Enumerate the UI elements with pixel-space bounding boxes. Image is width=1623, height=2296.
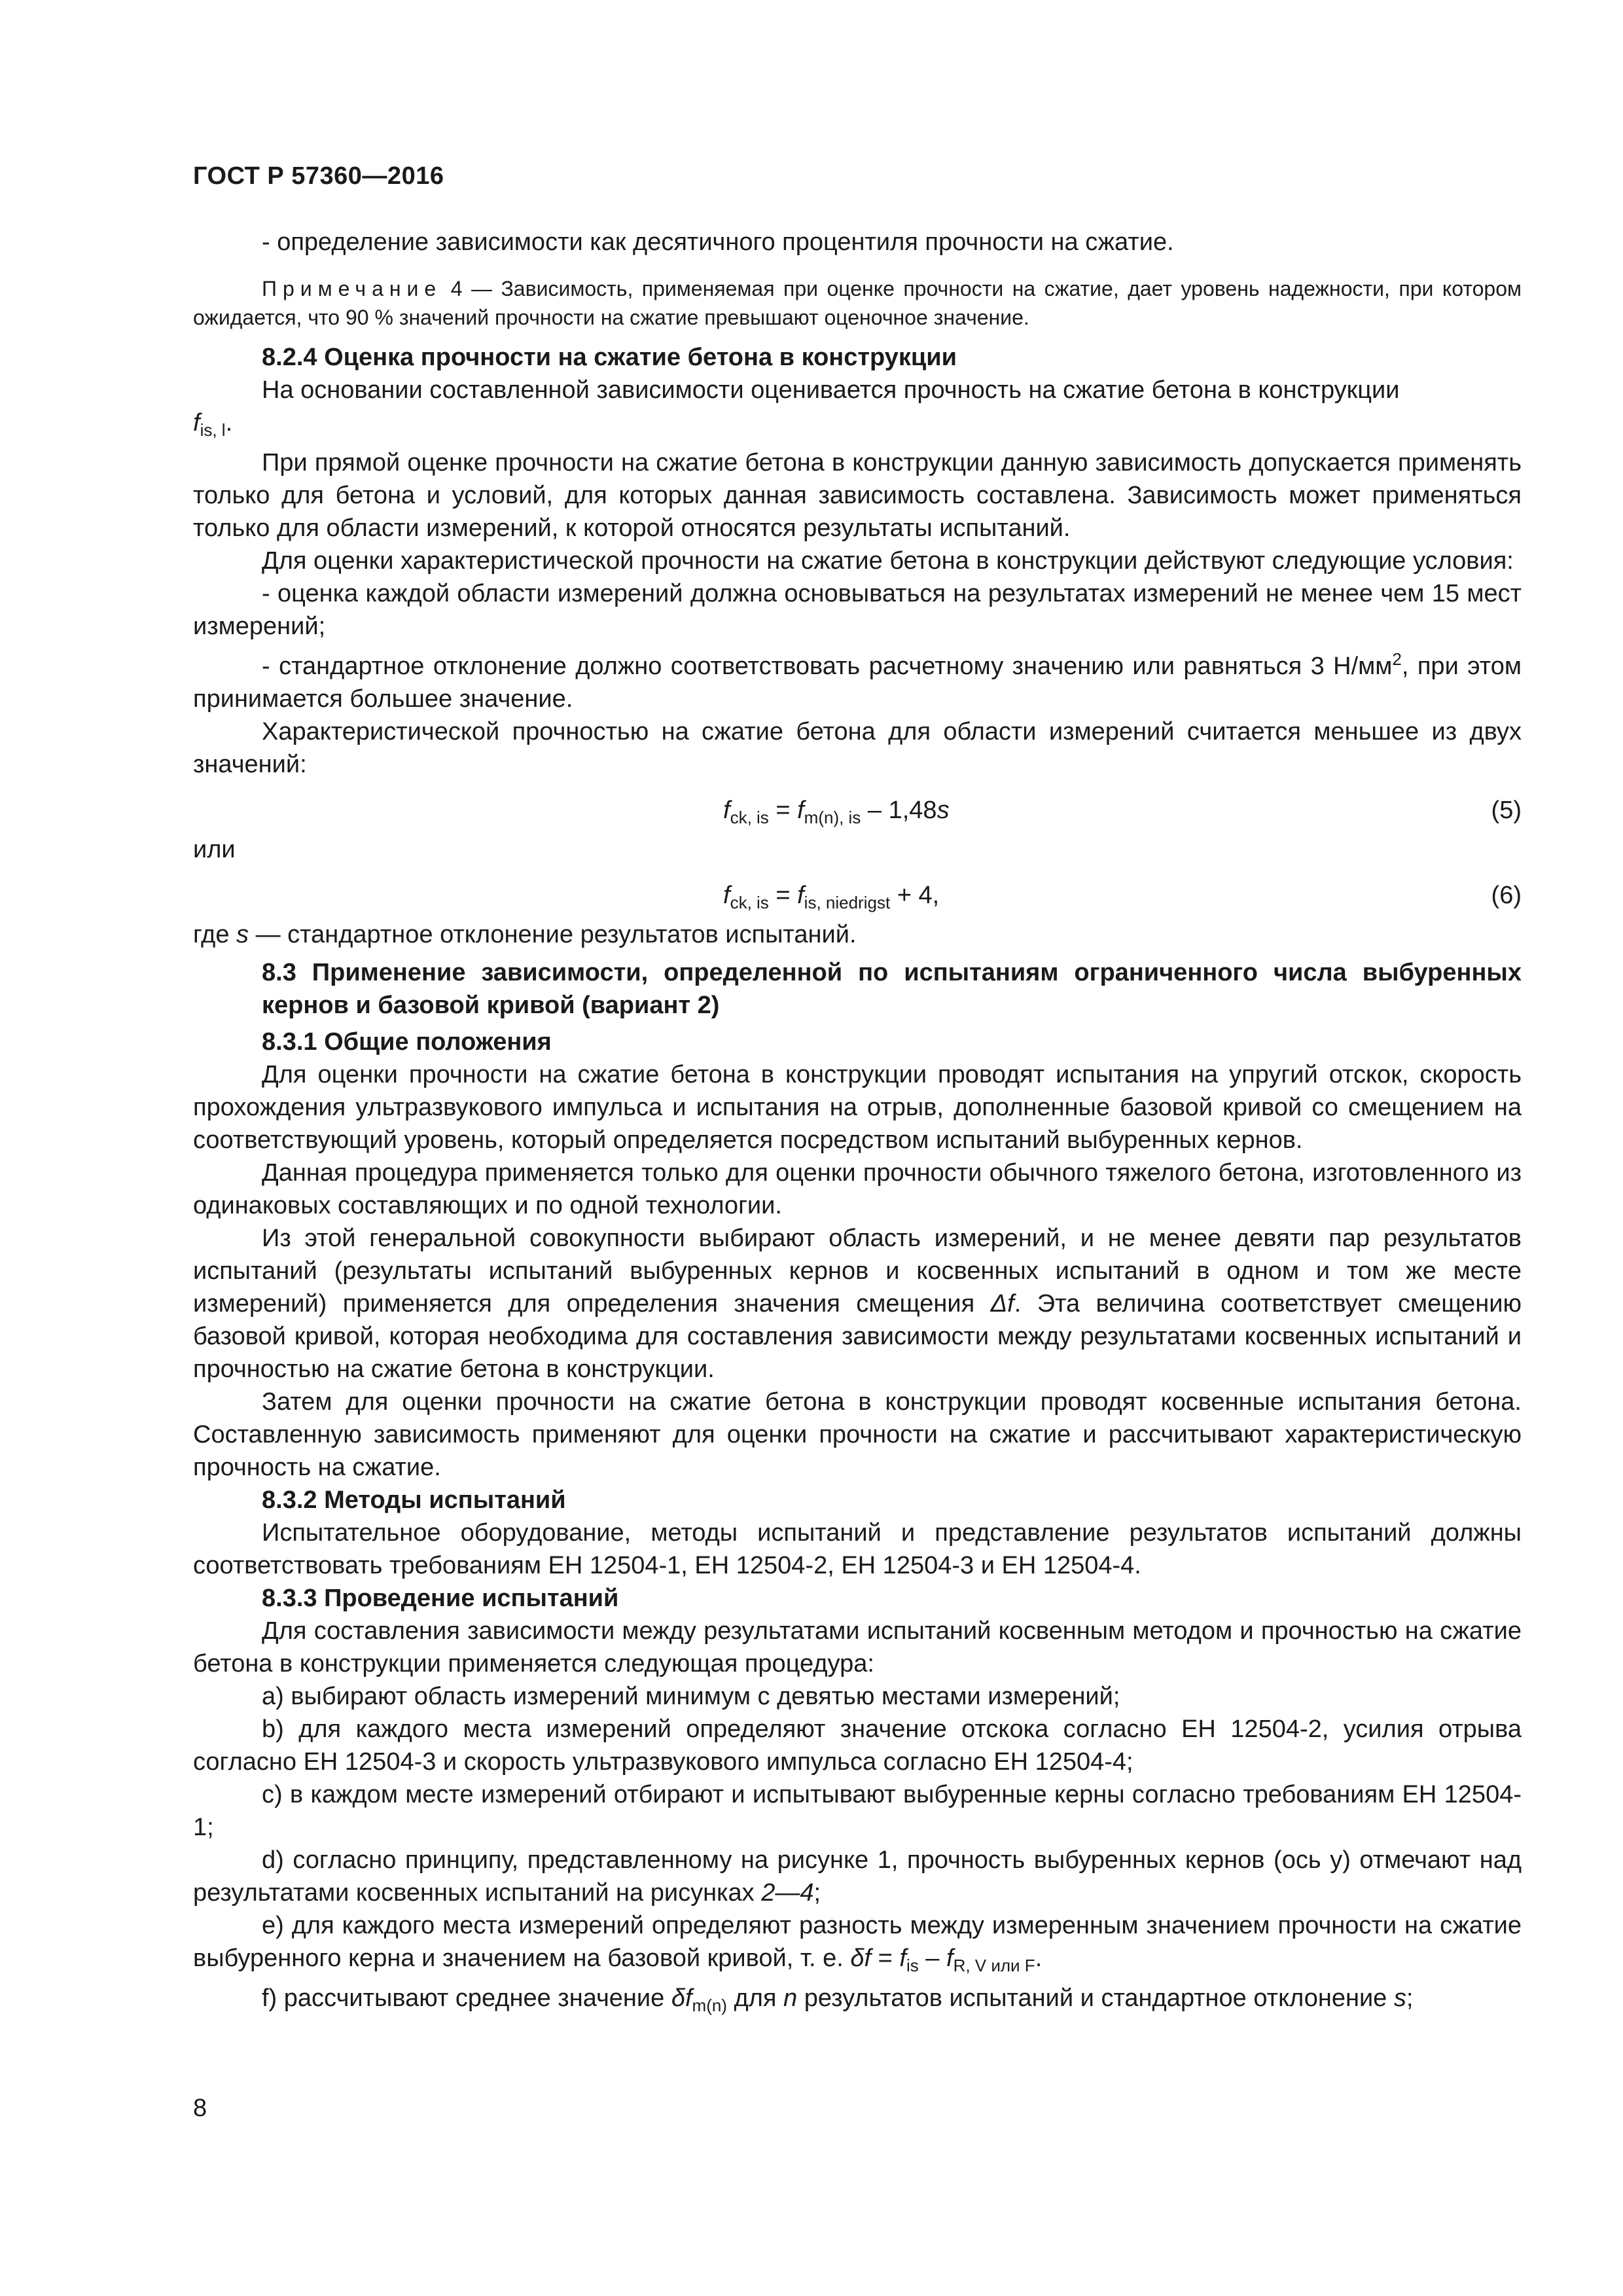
document-header: ГОСТ Р 57360—2016	[193, 162, 444, 190]
formula-6	[193, 872, 1522, 918]
item-f-s: s	[1393, 1984, 1406, 2012]
item-f-text-b: результатов испытаний и стандартное отклонение	[797, 1984, 1394, 2012]
item-e-sub-r: R, V или F	[953, 1956, 1035, 1975]
item-d-end: ;	[813, 1879, 821, 1907]
section-8-2-4-p3: Для оценки характеристической прочности на сжатие бетона в конструкции действуют следующие условия:	[262, 547, 1514, 575]
p5-superscript: 2	[1392, 649, 1402, 669]
p3-text-a: Из этой генеральной совокупности выбирают область измерений, и не менее девяти пар результатов испытаний (результаты испытаний выбуренных кернов и косвенных испытаний в одном и том же месте измерений) применяется для определения значения смещения	[193, 1225, 1522, 1318]
section-8-2-4-title: 8.2.4 Оценка прочности на сжатие бетона в конструкции	[262, 344, 957, 371]
list-item-e	[193, 1909, 1522, 1982]
formula-6-lhs-sub: ck, is	[730, 893, 769, 912]
list-item-f	[193, 1982, 1522, 2022]
note-label: Примечание	[262, 277, 442, 300]
item-f-delta-f: δf	[671, 1984, 692, 2012]
list-item-d	[193, 1844, 1522, 1909]
formula-6-rhs: f	[797, 882, 804, 909]
section-8-2-4-p6: Характеристической прочностью на сжатие бетона для области измерений считается меньшее из двух значений:	[193, 718, 1522, 778]
where-var: s	[236, 921, 249, 948]
section-8-2-4-p1	[193, 374, 1522, 446]
page-number: 8	[193, 2094, 207, 2122]
section-8-3-2-title: 8.3.2 Методы испытаний	[262, 1486, 566, 1514]
list-item-b: b) для каждого места измерений определяют значение отскока согласно ЕН 12504-2, усилия отрыва согласно ЕН 12504-3 и скорость ультразвукового импульса согласно ЕН 12504-4;	[193, 1715, 1522, 1776]
section-8-3-2-p1: Испытательное оборудование, методы испытаний и представление результатов испытаний должны соответствовать требованиям ЕН 12504-1, ЕН 12504-2, ЕН 12504-3 и ЕН 12504-4.	[193, 1519, 1522, 1579]
formula-5-lhs: f	[723, 797, 730, 824]
section-8-2-4-p1-text: На основании составленной зависимости оценивается прочность на сжатие бетона в конструкции	[262, 376, 1400, 404]
item-f-text: f) рассчитывают среднее значение	[262, 1984, 671, 2012]
formula-5-expression	[723, 794, 950, 834]
item-e-end: .	[1035, 1945, 1043, 1972]
where-pre: где	[193, 921, 237, 948]
section-8-3-1-title: 8.3.1 Общие положения	[262, 1028, 552, 1056]
formula-6-lhs: f	[723, 882, 730, 909]
section-8-2-4-p4: - оценка каждой области измерений должна основываться на результатах измерений не менее чем 15 мест измерений;	[193, 580, 1522, 640]
item-d-figures: 2—4	[761, 1879, 814, 1907]
p3-text-b: . Эта величина соответствует смещению базовой кривой, которая необходима для составления зависимости между результатами косвенных испытаний и прочностью на сжатие бетона в конструкции.	[193, 1290, 1522, 1383]
note-text: 4 — Зависимость, применяемая при оценке прочности на сжатие, дает уровень надежности, при котором ожидается, что 90 % значений прочности на сжатие превышают оценочное значение.	[193, 277, 1522, 329]
formula-5-rhs: f	[797, 797, 804, 824]
formula-6-rhs-sub: is, niedrigst	[804, 893, 891, 912]
p5-text: - стандартное отклонение должно соответствовать расчетному значению или равняться 3 Н/мм	[262, 653, 1393, 680]
document-body	[193, 226, 1522, 2022]
item-f-sub: m(n)	[692, 1996, 727, 2015]
item-e-eq: =	[871, 1945, 900, 1972]
section-8-3-1-p2: Данная процедура применяется только для оценки прочности обычного тяжелого бетона, изготовленного из одинаковых составляющих и по одной технологии.	[193, 1159, 1522, 1219]
symbol-delta-f: Δf	[990, 1290, 1014, 1318]
item-d-text: d) согласно принципу, представленному на рисунке 1, прочность выбуренных кернов (ось у) отмечают над результатами косвенных испытаний на рисунках	[193, 1846, 1522, 1907]
item-e-text: е) для каждого места измерений определяют разность между измеренным значением прочности на сжатие выбуренного керна и значением на базовой кривой, т. е.	[193, 1912, 1522, 1972]
item-f-end: ;	[1406, 1984, 1414, 2012]
item-e-f-r: f	[946, 1945, 954, 1972]
list-item-c: c) в каждом месте измерений отбирают и испытывают выбуренные керны согласно требованиям ЕН 12504-1;	[193, 1781, 1522, 1841]
where-text: — стандартное отклонение результатов испытаний.	[249, 921, 857, 948]
formula-6-number: (6)	[1491, 882, 1522, 909]
symbol-subscript: is, l	[200, 420, 226, 440]
formula-5-rhs-sub: m(n), is	[804, 808, 861, 827]
section-8-3-title: 8.3 Применение зависимости, определенной по испытаниям ограниченного числа выбуренных кернов и базовой кривой (вариант 2)	[262, 959, 1522, 1019]
section-8-3-3-p1: Для составления зависимости между результатами испытаний косвенным методом и прочностью на сжатие бетона в конструкции применяется следующая процедура:	[193, 1617, 1522, 1677]
p1-end: .	[225, 409, 233, 437]
formula-5-lhs-sub: ck, is	[730, 808, 769, 827]
formula-5-tail: – 1,48	[861, 797, 937, 824]
item-e-sub-is: is	[906, 1956, 919, 1975]
section-8-3-1-p1: Для оценки прочности на сжатие бетона в конструкции проводят испытания на упругий отскок, скорость прохождения ультразвукового импульса и испытания на отрыв, дополненные базовой кривой со смещением на соответствующий уровень, который определяется посредством испытаний выбуренных кернов.	[193, 1061, 1522, 1154]
section-8-3-1-p3	[193, 1222, 1522, 1386]
formula-5-eq: =	[768, 797, 798, 824]
p5-end: , при этом принимается большее значение.	[193, 653, 1522, 713]
section-8-3-1-p4: Затем для оценки прочности на сжатие бетона в конструкции проводят косвенные испытания бетона. Составленную зависимость применяют для оценки прочности на сжатие и рассчитывают характеристическую прочность на сжатие.	[193, 1388, 1522, 1481]
list-item-a: а) выбирают область измерений минимум с девятью местами измерений;	[262, 1683, 1120, 1710]
formula-6-eq: =	[768, 882, 798, 909]
section-8-2-4-p5	[193, 643, 1522, 715]
item-e-f-is: f	[899, 1945, 906, 1972]
formula-6-expression	[723, 879, 939, 919]
formula-5-var: s	[936, 797, 950, 824]
item-e-minus: –	[918, 1945, 946, 1972]
section-8-3-3-title: 8.3.3 Проведение испытаний	[262, 1585, 619, 1612]
item-f-mid: для	[726, 1984, 784, 2012]
section-8-2-4-p2: При прямой оценке прочности на сжатие бетона в конструкции данную зависимость допускается применять только для бетона и условий, для которых данная зависимость составлена. Зависимость может применяться только для области измерений, к которой относятся результаты испытаний.	[193, 449, 1522, 542]
note-4	[193, 274, 1522, 332]
or-text: или	[193, 836, 236, 863]
paragraph-intro: - определение зависимости как десятичного процентиля прочности на сжатие.	[262, 228, 1174, 256]
where-definition	[193, 918, 1522, 951]
formula-6-tail: + 4,	[890, 882, 940, 909]
item-e-delta-f: δf	[850, 1945, 872, 1972]
formula-5	[193, 787, 1522, 833]
symbol-f: f	[193, 409, 200, 437]
item-f-n: n	[783, 1984, 798, 2012]
formula-5-number: (5)	[1491, 797, 1522, 824]
